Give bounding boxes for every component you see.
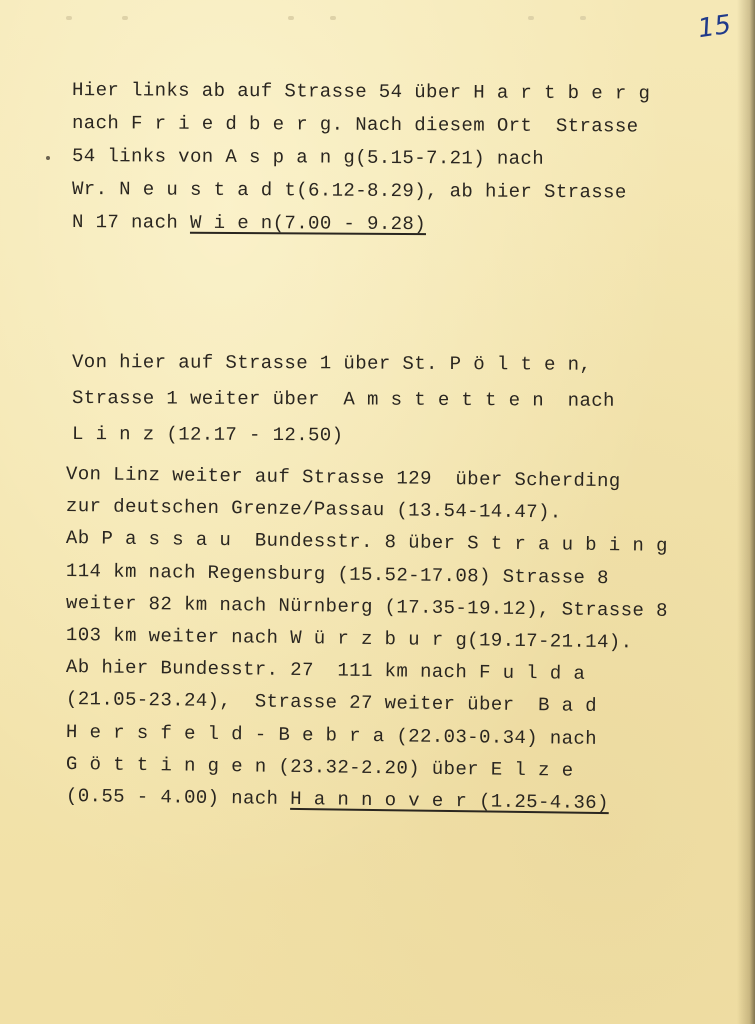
text-line <box>66 720 597 751</box>
text-segment: Hier links ab auf Strasse 54 über H a r t b e r g <box>71 79 651 105</box>
text-segment: 54 links von A s p a n g(5.15-7.21) nach <box>71 145 545 170</box>
text-line <box>66 752 574 783</box>
punch-mark <box>528 16 534 20</box>
text-segment: N 17 nach <box>71 211 191 234</box>
text-segment: (21.05-23.24), Strasse 27 weiter über B a d <box>65 688 598 718</box>
text-line <box>66 494 562 524</box>
margin-dot <box>46 156 50 160</box>
text-segment: H e r s f e l d - B e b r a (22.03-0.34) nach <box>65 720 598 750</box>
text-line <box>66 526 668 558</box>
text-segment: 103 km weiter nach W ü r z b u r g(19.17-21.14). <box>65 624 633 654</box>
page-edge-shadow <box>737 0 755 1024</box>
text-segment: nach F r i e d b e r g. Nach diesem Ort Strasse <box>71 112 639 138</box>
text-segment: (0.55 - 4.00) nach <box>65 785 291 810</box>
text-segment: L i n z (12.17 - 12.50) <box>71 423 344 447</box>
punch-mark <box>66 16 72 20</box>
page-number: 15 <box>696 9 734 45</box>
text-segment: 114 km nach Regensburg (15.52-17.08) Strasse 8 <box>65 559 609 589</box>
text-line <box>72 144 544 171</box>
punch-mark <box>330 16 336 20</box>
underlined-destination: H a n n o v e r (1.25-4.36) <box>290 787 610 815</box>
text-line <box>66 591 668 623</box>
text-line <box>72 78 650 106</box>
text-line <box>72 350 591 377</box>
punch-mark <box>288 16 294 20</box>
text-segment: weiter 82 km nach Nürnberg (17.35-19.12), Strasse 8 <box>65 591 668 622</box>
text-line <box>66 559 609 590</box>
text-segment: Wr. N e u s t a d t(6.12-8.29), ab hier Strasse <box>71 178 627 204</box>
text-line <box>66 687 597 718</box>
text-line <box>66 623 633 654</box>
text-line <box>72 177 627 204</box>
text-segment: Ab P a s s a u Bundesstr. 8 über S t r a u b i n g <box>65 527 668 558</box>
underlined-destination: W i e n(7.00 - 9.28) <box>189 211 427 236</box>
text-segment: Ab hier Bundesstr. 27 111 km nach F u l d a <box>65 656 586 685</box>
text-line <box>72 210 426 236</box>
punch-mark <box>580 16 586 20</box>
text-line <box>66 655 586 686</box>
text-line <box>66 462 621 493</box>
text-segment: G ö t t i n g e n (23.32-2.20) über E l z e <box>65 752 574 782</box>
text-line <box>72 386 615 413</box>
text-segment: Strasse 1 weiter über A m s t e t t e n nach <box>71 387 615 412</box>
text-line <box>72 422 344 447</box>
punch-mark <box>122 16 128 20</box>
text-line <box>72 111 639 138</box>
text-segment: Von hier auf Strasse 1 über St. P ö l t e n, <box>71 351 592 376</box>
text-segment: Von Linz weiter auf Strasse 129 über Scherding <box>65 463 621 493</box>
text-line <box>66 784 609 815</box>
text-segment: zur deutschen Grenze/Passau (13.54-14.47). <box>65 495 562 524</box>
